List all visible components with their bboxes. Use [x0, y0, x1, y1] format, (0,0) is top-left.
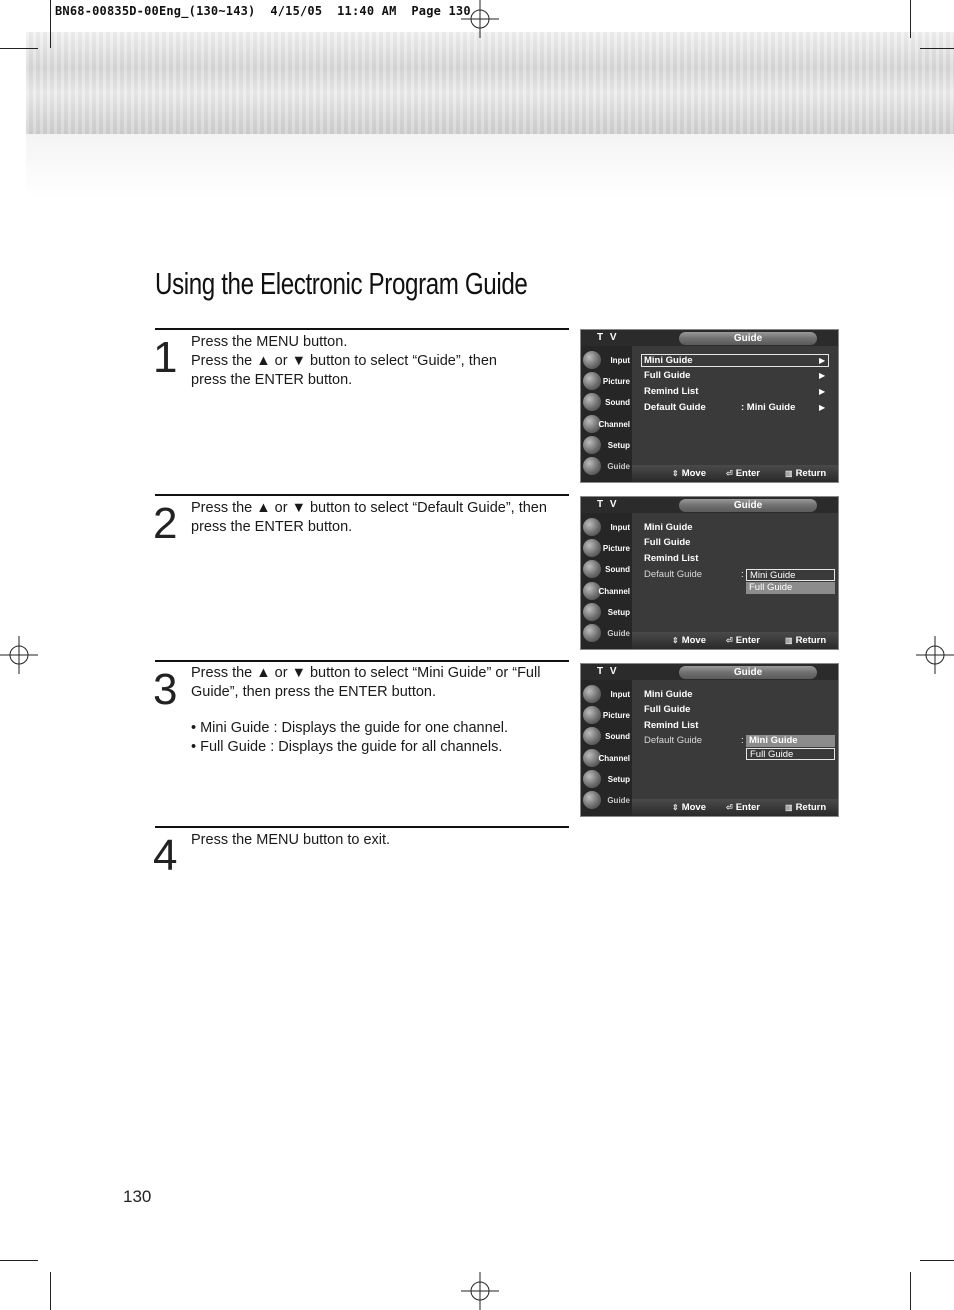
osd-tv-label: T V [597, 666, 619, 677]
step-divider [155, 660, 569, 662]
input-icon [583, 351, 601, 369]
footer-enter: ⏎ Enter [726, 468, 760, 479]
registration-mark-icon [461, 1272, 499, 1310]
setup-icon [583, 770, 601, 788]
default-guide-value: : Mini Guide [741, 402, 796, 413]
step-number: 2 [153, 499, 178, 548]
menu-item-full-guide[interactable]: Full Guide [644, 370, 691, 381]
crop-mark [50, 1272, 51, 1310]
menu-item-default-guide[interactable]: Default Guide [644, 735, 703, 746]
tv-guide-menu-screen [580, 663, 839, 817]
footer-return: ▥ Return [785, 802, 827, 813]
crop-mark [920, 48, 954, 49]
sidebar-item-guide[interactable]: Guide [581, 456, 632, 476]
sound-icon [583, 560, 601, 578]
menu-item-full-guide[interactable]: Full Guide [644, 704, 691, 715]
arrow-right-icon: ▶ [819, 356, 826, 365]
header-band [26, 32, 954, 134]
sidebar-item-input[interactable]: Input [581, 517, 632, 537]
step-instructions: Press the MENU button. Press the ▲ or ▼ button to select “Guide”, then press the ENTER button. [191, 334, 497, 388]
tv-guide-menu-screen [580, 496, 839, 650]
footer-return: ▥ Return [785, 635, 827, 646]
menu-return-icon: ▥ [785, 803, 793, 812]
enter-icon: ⏎ [726, 469, 733, 478]
list-item: • Full Guide : Displays the guide for all channels. [191, 739, 503, 755]
setup-icon [583, 603, 601, 621]
guide-icon [583, 624, 601, 642]
option-mini-guide[interactable]: Mini Guide [746, 735, 835, 747]
guide-icon [583, 791, 601, 809]
updown-icon: ⇕ [672, 803, 679, 812]
sidebar-item-setup[interactable]: Setup [581, 769, 632, 789]
list-item: • Mini Guide : Displays the guide for one channel. [191, 720, 509, 736]
menu-item-default-guide[interactable]: Default Guide [644, 402, 706, 413]
sidebar-item-channel[interactable]: Channel [581, 748, 632, 768]
step-number: 1 [153, 333, 178, 382]
menu-item-remind-list[interactable]: Remind List [644, 720, 699, 731]
sidebar-item-channel[interactable]: Channel [581, 581, 632, 601]
page-number: 130 [123, 1187, 152, 1206]
picture-icon [583, 372, 601, 390]
arrow-right-icon: ▶ [819, 371, 826, 380]
menu-return-icon: ▥ [785, 469, 793, 478]
picture-icon [583, 706, 601, 724]
sidebar-item-guide[interactable]: Guide [581, 790, 632, 810]
step-divider [155, 494, 569, 496]
sidebar-item-sound[interactable]: Sound [581, 726, 632, 746]
setup-icon [583, 436, 601, 454]
osd-menu-title: Guide [679, 666, 817, 679]
input-icon [583, 518, 601, 536]
osd-menu-title: Guide [679, 499, 817, 512]
sidebar-item-sound[interactable]: Sound [581, 559, 632, 579]
step-instructions: Press the ▲ or ▼ button to select “Mini Guide” or “Full Guide”, then press the ENTER button. [191, 665, 541, 700]
sound-icon [583, 393, 601, 411]
step-instructions: Press the MENU button to exit. [191, 832, 391, 848]
sidebar-item-picture[interactable]: Picture [581, 538, 632, 558]
value-separator: : [741, 735, 744, 746]
input-icon [583, 685, 601, 703]
arrow-right-icon: ▶ [819, 403, 826, 412]
sidebar-item-input[interactable]: Input [581, 350, 632, 370]
menu-item-full-guide[interactable]: Full Guide [644, 537, 691, 548]
sidebar-item-sound[interactable]: Sound [581, 392, 632, 412]
option-mini-guide[interactable]: Mini Guide [746, 569, 835, 581]
sidebar-item-channel[interactable]: Channel [581, 414, 632, 434]
option-full-guide[interactable]: Full Guide [746, 748, 835, 760]
osd-tv-label: T V [597, 499, 619, 510]
guide-icon [583, 457, 601, 475]
sidebar-item-setup[interactable]: Setup [581, 435, 632, 455]
registration-mark-icon [916, 636, 954, 674]
osd-tv-label: T V [597, 332, 619, 343]
sidebar-item-guide[interactable]: Guide [581, 623, 632, 643]
menu-item-mini-guide[interactable]: Mini Guide [644, 689, 693, 700]
footer-move: ⇕ Move [672, 468, 706, 479]
bullet-list [191, 719, 508, 757]
updown-icon: ⇕ [672, 636, 679, 645]
menu-item-remind-list[interactable]: Remind List [644, 386, 699, 397]
footer-enter: ⏎ Enter [726, 802, 760, 813]
step-instructions: Press the ▲ or ▼ button to select “Default Guide”, then press the ENTER button. [191, 500, 547, 535]
option-full-guide[interactable]: Full Guide [746, 582, 835, 594]
step-number: 3 [153, 665, 178, 714]
crop-mark [910, 1272, 911, 1310]
menu-item-mini-guide[interactable]: Mini Guide [644, 355, 693, 366]
tv-guide-menu-screen [580, 329, 839, 483]
step-divider [155, 826, 569, 828]
page-title: Using the Electronic Program Guide [155, 266, 528, 301]
footer-move: ⇕ Move [672, 635, 706, 646]
menu-item-remind-list[interactable]: Remind List [644, 553, 699, 564]
crop-mark [920, 1260, 954, 1261]
enter-icon: ⏎ [726, 803, 733, 812]
value-separator: : [741, 569, 744, 580]
footer-move: ⇕ Move [672, 802, 706, 813]
registration-mark-icon [461, 0, 499, 38]
menu-item-mini-guide[interactable]: Mini Guide [644, 522, 693, 533]
registration-mark-icon [0, 636, 38, 674]
sidebar-item-setup[interactable]: Setup [581, 602, 632, 622]
sound-icon [583, 727, 601, 745]
picture-icon [583, 539, 601, 557]
sidebar-item-picture[interactable]: Picture [581, 371, 632, 391]
sidebar-item-input[interactable]: Input [581, 684, 632, 704]
menu-item-default-guide[interactable]: Default Guide [644, 569, 703, 580]
step-divider [155, 328, 569, 330]
footer-return: ▥ Return [785, 468, 827, 479]
osd-footer [632, 465, 838, 482]
step-number: 4 [153, 831, 178, 880]
header-fade [26, 134, 954, 200]
osd-footer [632, 799, 838, 816]
menu-return-icon: ▥ [785, 636, 793, 645]
footer-enter: ⏎ Enter [726, 635, 760, 646]
print-slug: BN68-00835D-00Eng_(130~143) 4/15/05 11:40 AM Page 130 [55, 4, 471, 18]
crop-mark [0, 1260, 38, 1261]
crop-mark [0, 48, 38, 49]
crop-mark [910, 0, 911, 38]
enter-icon: ⏎ [726, 636, 733, 645]
crop-mark [50, 0, 51, 48]
arrow-right-icon: ▶ [819, 387, 826, 396]
sidebar-item-picture[interactable]: Picture [581, 705, 632, 725]
osd-menu-title: Guide [679, 332, 817, 345]
updown-icon: ⇕ [672, 469, 679, 478]
osd-footer [632, 632, 838, 649]
